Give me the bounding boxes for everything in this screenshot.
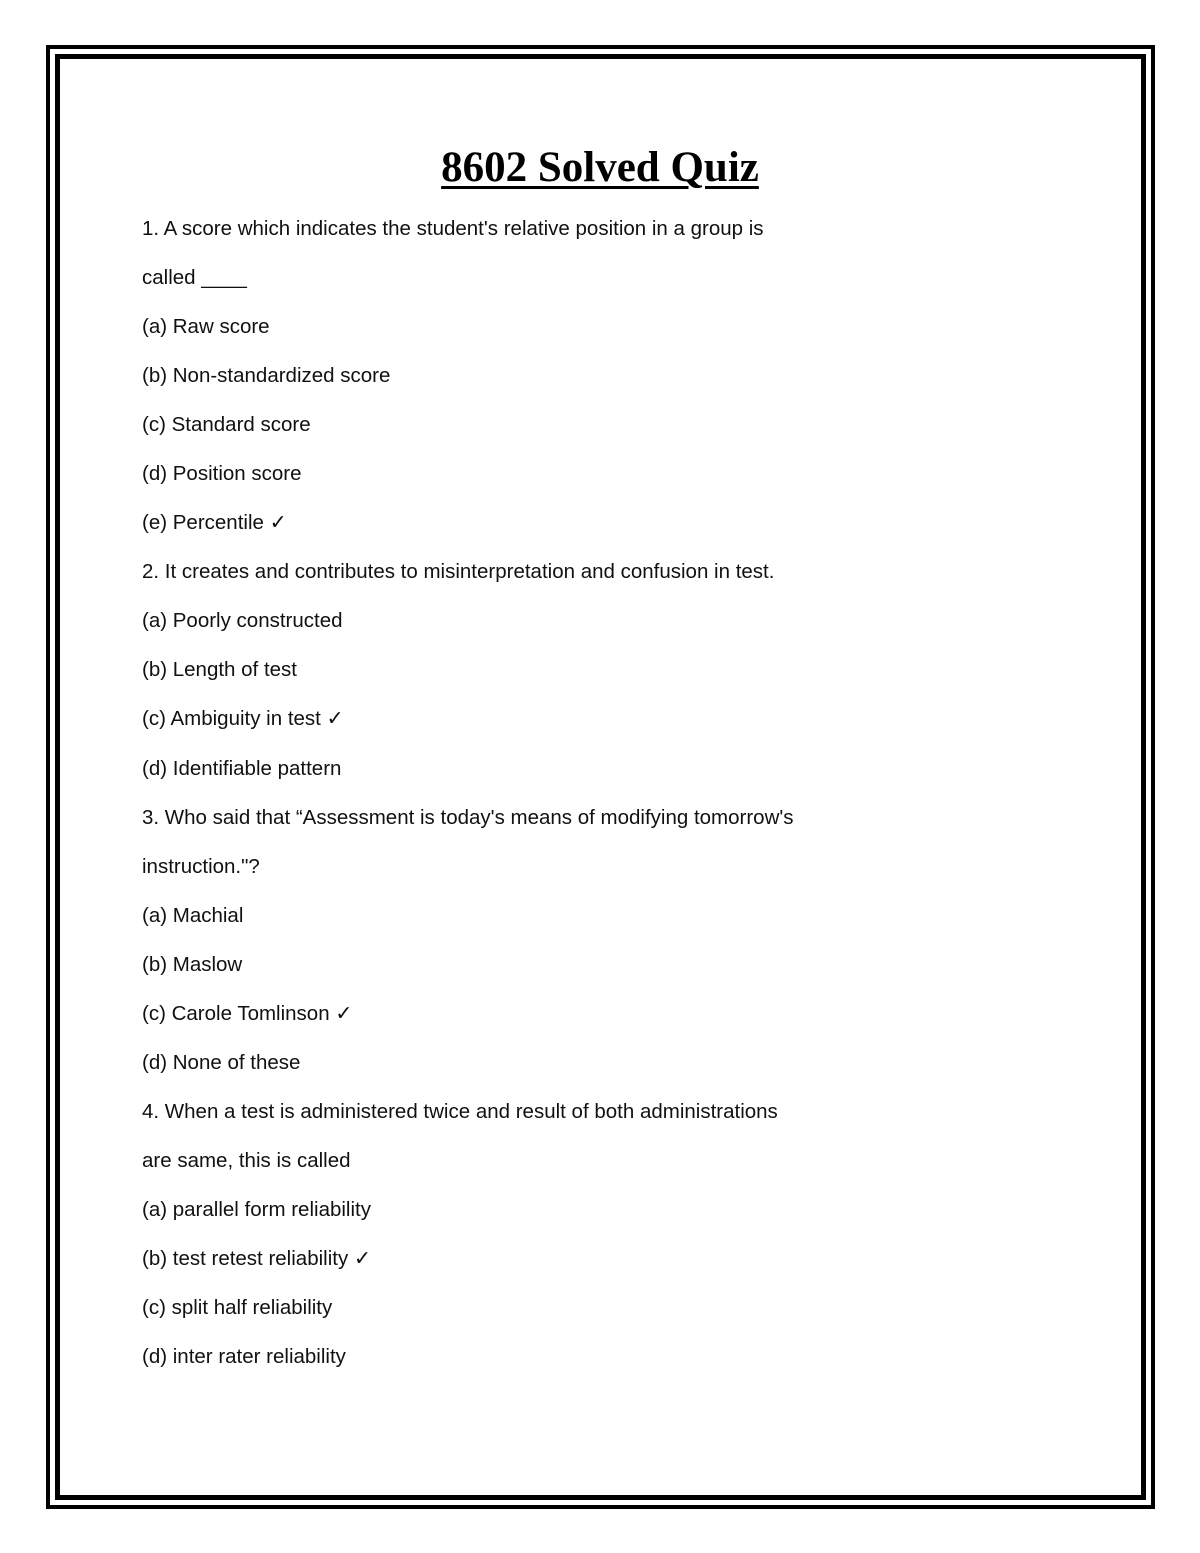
q4-option-b: (b) test retest reliability ✓ [142,1246,372,1270]
q1-question-line-2: called ____ [142,266,247,290]
page-title-text: 8602 Solved Quiz [441,144,759,191]
q3-option-d: (d) None of these [142,1050,301,1074]
q4-option-d: (d) inter rater reliability [142,1345,346,1369]
q3-option-b: (b) Maslow [142,952,243,976]
q2-option-d: (d) Identifiable pattern [142,756,342,780]
q3-question-line-1: 3. Who said that “Assessment is today's means of modifying tomorrow's [142,805,794,829]
q3-option-c: (c) Carole Tomlinson ✓ [142,1001,353,1025]
q4-option-a: (a) parallel form reliability [142,1197,371,1221]
q4-question-line-1: 4. When a test is administered twice and result of both administrations [142,1099,778,1123]
quiz-content [142,204,1102,1381]
q2-question: 2. It creates and contributes to misinterpretation and confusion in test. [142,560,775,584]
q4-option-c: (c) split half reliability [142,1296,333,1320]
q2-option-c: (c) Ambiguity in test ✓ [142,707,344,731]
q1-question-line-1: 1. A score which indicates the student's relative position in a group is [142,217,764,240]
q2-option-b: (b) Length of test [142,658,297,682]
q1-option-e: (e) Percentile ✓ [142,511,287,535]
q1-option-d: (d) Position score [142,462,302,486]
q4-question-line-2: are same, this is called [142,1148,351,1172]
q1-option-a: (a) Raw score [142,315,270,339]
q1-option-c: (c) Standard score [142,413,311,437]
q3-option-a: (a) Machial [142,903,244,927]
q1-option-b: (b) Non-standardized score [142,364,391,388]
q3-question-line-2: instruction."? [142,854,260,878]
q2-option-a: (a) Poorly constructed [142,609,343,633]
page-title [0,140,1200,196]
